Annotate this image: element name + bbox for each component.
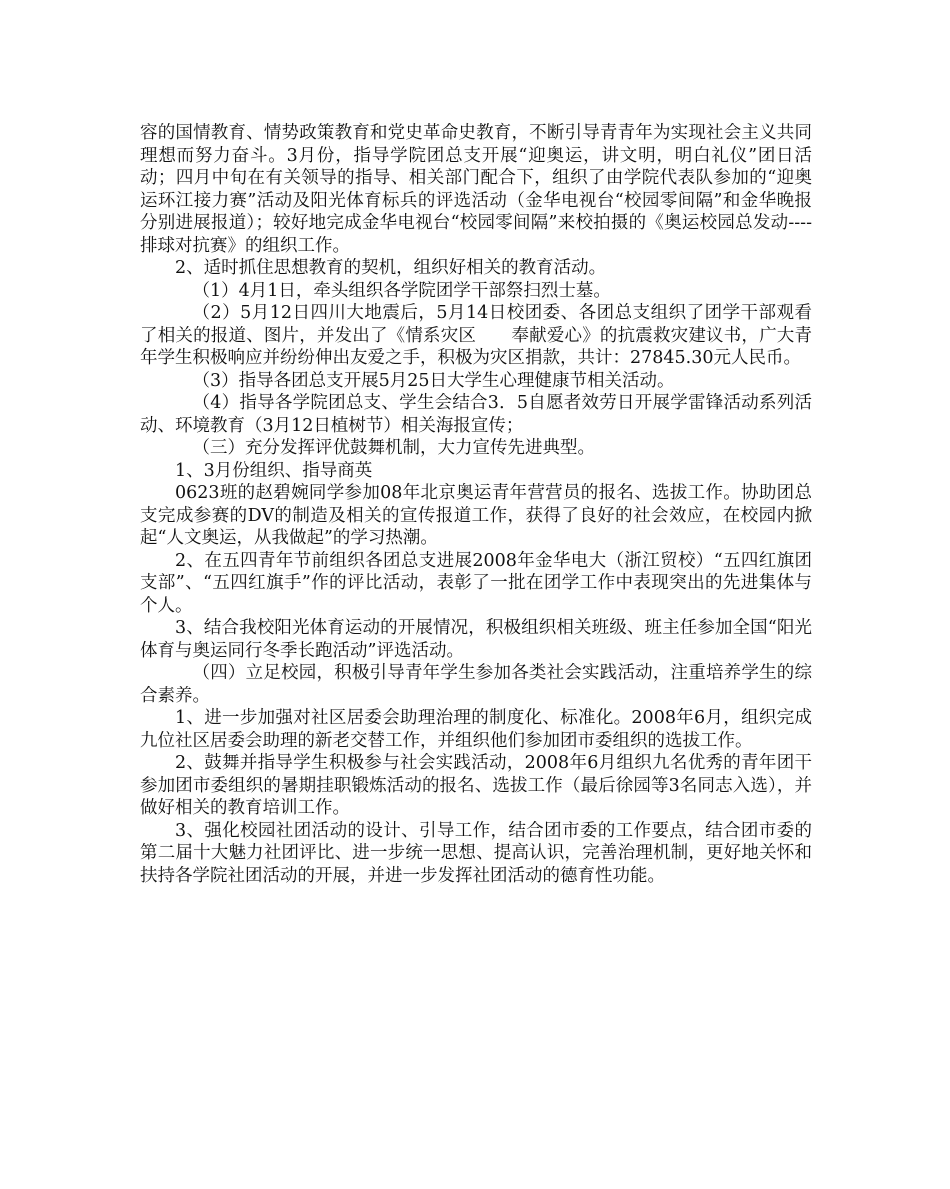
section-heading-4: （四）立足校园，积极引导青年学生参加各类社会实践活动，注重培养学生的综合素养。 [140,663,812,706]
paragraph-section3-item-2: 2、在五四青年节前组织各团总支进展2008年金华电大（浙江贸校）“五四红旗团支部”、“五四红旗手”作的评比活动，表彰了一批在团学工作中表现突出的先进集体与个人。 [140,550,812,616]
paragraph-section4-item-2: 2、鼓舞并指导学生积极参与社会实践活动，2008年6月组织九名优秀的青年团干参加团市委组织的暑期挂职锻炼活动的报名、选拔工作（最后徐园等3名同志入选），并做好相关的教育培训工作。 [140,753,812,818]
paragraph-section3-item-3: 3、结合我校阳光体育运动的开展情况，积极组织相关班级、班主任参加全国“阳光体育与奥运同行冬季长跑活动”评选活动。 [140,618,812,661]
paragraph-section3-item-1: 1、3月份组织、指导商英 [175,460,373,481]
document-body [140,122,812,887]
paragraph-intro-continuation: 容的国情教育、情势政策教育和党史革命史教育，不断引导青青年为实现社会主义共同理想而努力奋斗。3月份，指导学院团总支开展“迎奥运，讲文明，明白礼仪”团日活动；四月中旬在有关领导的指导、相关部门配合下，组织了由学院代表队参加的“迎奥运环江接力赛”活动及阳光体育标兵的评选活动（金华电视台“校园零间隔”和金华晚报分别进展报道）；较好地完成金华电视台“校园零间隔”来校拍摄的《奥运校园总发动----排球对抗赛》的组织工作。 [140,123,812,256]
section-heading-3: （三）充分发挥评优鼓舞机制，大力宣传先进典型。 [192,438,595,458]
paragraph-section4-item-3: 3、强化校园社团活动的设计、引导工作，结合团市委的工作要点，结合团市委的第二届十大魅力社团评比、进一步统一思想、提高认识，完善治理机制，更好地关怀和扶持各学院社团活动的开展，并进一步发挥社团活动的德育性功能。 [140,820,812,886]
paragraph-subitem-1: （1）4月1日，牵头组织各学院团学干部祭扫烈士墓。 [192,280,611,301]
paragraph-section3-item-1-continued: 0623班的赵碧婉同学参加08年北京奥运青年营营员的报名、选拔工作。协助团总支完成参赛的DV的制造及相关的宣传报道工作，获得了良好的社会效应，在校园内掀起“人文奥运，从我做起”的学习热潮。 [140,483,812,548]
paragraph-item-2: 2、适时抓住思想教育的契机，组织好相关的教育活动。 [175,258,607,278]
paragraph-section4-item-1: 1、进一步加强对社区居委会助理治理的制度化、标准化。2008年6月，组织完成九位社区居委会助理的新老交替工作，并组织他们参加团市委组织的选拔工作。 [140,708,812,751]
paragraph-subitem-4: （4）指导各学院团总支、学生会结合3．5自愿者效劳日开展学雷锋活动系列活动、环境教育（3月12日植树节）相关海报宣传； [140,393,812,436]
paragraph-subitem-2: （2）5月12日四川大地震后，5月14日校团委、各团总支组织了团学干部观看了相关的报道、图片，并发出了《情系灾区 奉献爱心》的抗震救灾建议书，广大青年学生积极响应并纷纷伸出友爱之手，积极为灾区捐款，共计：27845.30元人民币。 [140,303,812,368]
paragraph-subitem-3: （3）指导各团总支开展5月25日大学生心理健康节相关活动。 [192,370,675,391]
